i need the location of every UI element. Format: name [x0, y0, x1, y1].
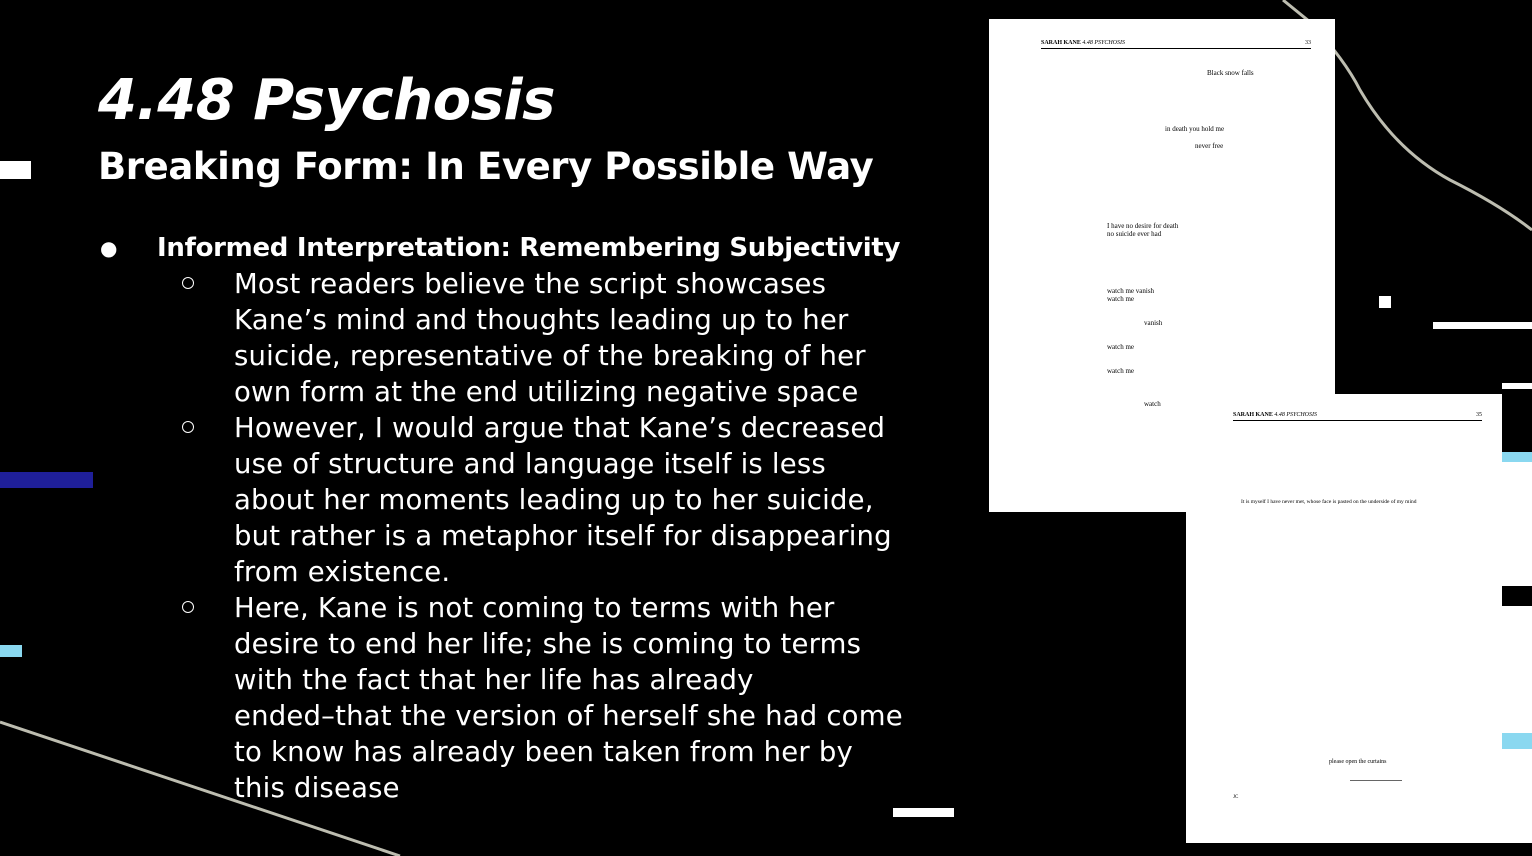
- page-author: SARAH KANE: [1233, 412, 1273, 418]
- header-rule: [1233, 420, 1482, 421]
- page-header: [1233, 412, 1317, 418]
- script-line: I have no desire for death: [1107, 222, 1179, 230]
- sub-bullet-line: Here, Kane is not coming to terms with her: [234, 592, 835, 624]
- cyan-bar-right-2: [1502, 733, 1532, 749]
- header-rule: [1041, 48, 1311, 49]
- script-line: vanish: [1144, 319, 1163, 327]
- slide-title: 4.48 Psychosis: [98, 68, 555, 133]
- script-line: watch: [1144, 400, 1161, 408]
- blue-bar-left: [0, 472, 93, 488]
- cyan-bar-right: [1502, 452, 1532, 462]
- page-number: 33: [1305, 40, 1311, 46]
- white-block-right-2: [1502, 606, 1532, 736]
- script-line: watch me: [1107, 367, 1135, 375]
- bullet-circle-icon: [182, 277, 194, 289]
- sub-bullet-list: [178, 266, 968, 806]
- sub-bullet-line: suicide, representative of the breaking of her: [234, 340, 866, 372]
- sub-bullet-line: about her moments leading up to her suicide,: [234, 484, 874, 516]
- page-number: 35: [1476, 412, 1482, 418]
- footer-mark: JC: [1233, 795, 1239, 800]
- sub-bullet-2: [178, 410, 968, 590]
- sub-bullet-line: own form at the end utilizing negative space: [234, 376, 859, 408]
- script-line: in death you hold me: [1165, 125, 1225, 133]
- bullet-dot-icon: ●: [100, 236, 118, 260]
- white-bar-right: [1433, 322, 1532, 329]
- script-line: It is myself I have never met, whose face is pasted on the underside of my mind: [1241, 499, 1417, 505]
- bullet-circle-icon: [182, 601, 194, 613]
- white-block-right: [1502, 462, 1532, 586]
- main-bullet-text: Informed Interpretation: Remembering Subjectivity: [157, 233, 901, 263]
- sub-bullet-line: use of structure and language itself is less: [234, 448, 826, 480]
- page-header: [1041, 40, 1125, 46]
- page-author: SARAH KANE: [1041, 40, 1081, 46]
- cyan-bar-left: [0, 645, 22, 657]
- slide-subtitle: Breaking Form: In Every Possible Way: [98, 145, 874, 188]
- page-play-title: 4.48 PSYCHOSIS: [1274, 412, 1318, 418]
- sub-bullet-line: this disease: [234, 772, 400, 804]
- sub-bullet-line: with the fact that her life has already: [234, 664, 754, 696]
- script-page-35: [1186, 394, 1502, 843]
- white-bar-left: [0, 161, 31, 179]
- script-line: watch me: [1107, 295, 1135, 303]
- sub-bullet-line: from existence.: [234, 556, 451, 588]
- white-bar-right-2: [1502, 383, 1532, 389]
- sub-bullet-line: Most readers believe the script showcases: [234, 268, 827, 300]
- page-play-title: 4.48 PSYCHOSIS: [1082, 40, 1126, 46]
- sub-bullet-3: [178, 590, 968, 806]
- script-line: never free: [1195, 142, 1224, 150]
- footer-rule: [1350, 780, 1402, 781]
- script-line: please open the curtains: [1329, 759, 1387, 765]
- sub-bullet-1: [178, 266, 968, 410]
- white-bar-bottom: [893, 808, 954, 817]
- white-square-right: [1379, 296, 1391, 308]
- sub-bullet-line: Kane’s mind and thoughts leading up to her: [234, 304, 849, 336]
- script-line: watch me vanish: [1107, 287, 1155, 295]
- script-line: no suicide ever had: [1107, 230, 1162, 238]
- sub-bullet-line: ended–that the version of herself she had come: [234, 700, 903, 732]
- sub-bullet-line: desire to end her life; she is coming to terms: [234, 628, 862, 660]
- bullet-circle-icon: [182, 421, 194, 433]
- sub-bullet-line: However, I would argue that Kane’s decreased: [234, 412, 886, 444]
- white-block-right-3: [1502, 749, 1532, 843]
- script-line: Black snow falls: [1207, 69, 1254, 77]
- script-line: watch me: [1107, 343, 1135, 351]
- sub-bullet-line: but rather is a metaphor itself for disappearing: [234, 520, 892, 552]
- sub-bullet-line: to know has already been taken from her by: [234, 736, 853, 768]
